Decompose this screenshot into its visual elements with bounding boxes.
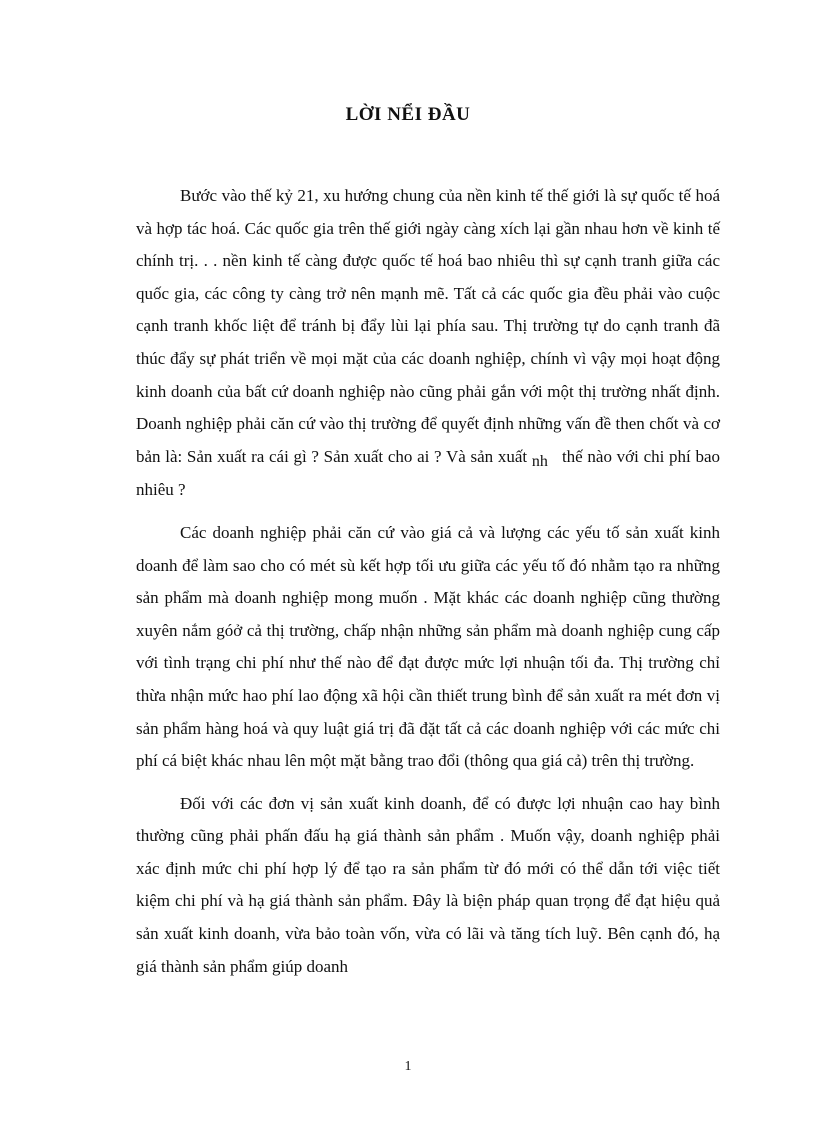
paragraph-3: Đối với các đơn vị sản xuất kinh doanh, để có được lợi nhuận cao hay bình thường cũng phải phấn đấu hạ giá thành sản phẩm . Muốn vậy, doanh nghiệp phải xác định mức chi phí hợp lý để tạo ra sản phẩm từ đó mới có thể dẫn tới việc tiết kiệm chi phí và hạ giá thành sản phẩm. Đây là biện pháp quan trọng để đạt hiệu quả sản xuất kinh doanh, vừa bảo toàn vốn, vừa có lãi và tăng tích luỹ. Bên cạnh đó, hạ giá thành sản phẩm giúp doanh xyxy=(136,793,720,976)
paragraph-1-tail: thế xyxy=(561,446,583,466)
paragraph-1-fragment: nh xyxy=(531,452,548,470)
paragraph-2: Các doanh nghiệp phải căn cứ vào giá cả và lượng các yếu tố sản xuất kinh doanh để làm sao cho có mét sù kết hợp tối ưu giữa các yếu tố đó nhằm tạo ra những sản phẩm mà doanh nghiệp mong muốn . Mặt khác các doanh nghiệp cũng thường xuyên nắm góở cả thị trường, chấp nhận những sản phẩm mà doanh nghiệp cung cấp với tình trạng chi phí như thế nào để đạt được mức lợi nhuận tối đa. Thị trường chỉ thừa nhận mức hao phí lao động xã hội cần thiết trung bình để sản xuất ra mét đơn vị sản phẩm hàng hoá và quy luật giá trị đã đặt tất cả các doanh nghiệp với các mức chi phí cá biệt khác nhau lên một mặt bằng trao đổi (thông qua giá cả) trên thị trường. xyxy=(136,522,720,771)
page-number: 1 xyxy=(404,1059,412,1074)
paragraph-1 xyxy=(136,180,720,507)
page-title: LỜI NỂI ĐẦU xyxy=(345,104,471,125)
document-body xyxy=(136,180,720,983)
paragraph-1-last-line: nào với chi phí bao nhiêu ? xyxy=(136,446,721,500)
paragraph-1-text: Bước vào thế kỷ 21, xu hướng chung của nền kinh tế thế giới là sự quốc tế hoá và hợp tác hoá. Các quốc gia trên thế giới ngày càng xích lại gần nhau hơn về kinh tế chính trị. . . nền kinh tế càng được quốc tế hoá bao nhiêu thì sự cạnh tranh giữa các quốc gia, các công ty càng trở nên mạnh mẽ. Tất cả các quốc gia đều phải vào cuộc cạnh tranh khốc liệt để tránh bị đẩy lùi lại phía sau. Thị trường tự do cạnh tranh đã thúc đẩy sự phát triển về mọi mặt của các doanh nghiệp, chính vì vậy mọi hoạt động kinh doanh của bất cứ doanh nghiệp nào cũng phải gắn với một thị trường nhất định. Doanh nghiệp phải căn cứ vào thị trường để quyết định những vấn đề then chốt và cơ bản là: Sản xuất ra cái gì ? Sản xuất cho ai ? Và sản xuất xyxy=(136,186,720,466)
